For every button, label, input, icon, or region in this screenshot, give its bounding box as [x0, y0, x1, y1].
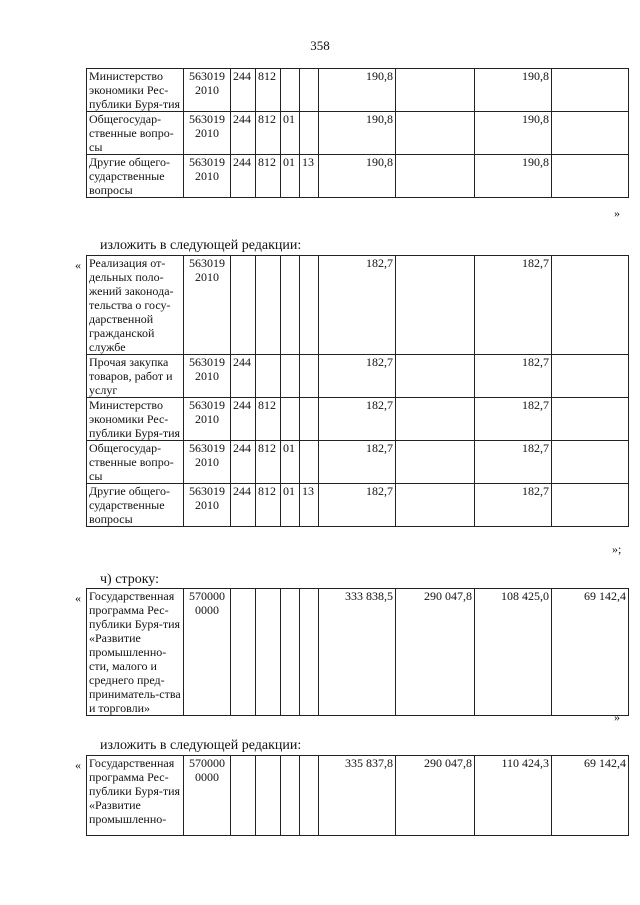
- amount-other-cell: [552, 256, 629, 355]
- amount-federal-cell: [396, 155, 475, 198]
- table-row: [87, 756, 629, 836]
- amount-republic-cell: 182,7: [475, 484, 552, 527]
- expense-type-cell: [231, 589, 256, 716]
- amount-total-cell: 182,7: [319, 256, 396, 355]
- closing-quote: »;: [612, 542, 622, 556]
- amount-republic-cell: 182,7: [475, 441, 552, 484]
- table-row: [87, 484, 629, 527]
- row-name-cell: Реализация от-дельных поло-жений законода-тельства о госу-дарственной гражданской службе: [87, 256, 184, 355]
- amount-total-cell: 182,7: [319, 441, 396, 484]
- amount-other-cell: [552, 112, 629, 155]
- expense-type-cell: 244: [231, 155, 256, 198]
- program-table-original: [86, 588, 629, 716]
- target-article-cell: 570000 0000: [184, 756, 231, 836]
- subsection-code-cell: 13: [300, 484, 319, 527]
- opening-quote: «: [75, 758, 81, 772]
- amount-federal-cell: [396, 398, 475, 441]
- amount-total-cell: 182,7: [319, 484, 396, 527]
- amount-republic-cell: 182,7: [475, 398, 552, 441]
- closing-quote: »: [614, 710, 620, 724]
- table-row: [87, 589, 629, 716]
- row-name-cell: Прочая закупка товаров, работ и услуг: [87, 355, 184, 398]
- amount-republic-cell: 108 425,0: [475, 589, 552, 716]
- section-code-cell: [281, 756, 300, 836]
- table-row: [87, 69, 629, 112]
- expense-type-cell: 244: [231, 69, 256, 112]
- amount-other-cell: [552, 441, 629, 484]
- amount-total-cell: 333 838,5: [319, 589, 396, 716]
- subsection-code-cell: [300, 355, 319, 398]
- amount-total-cell: 190,8: [319, 112, 396, 155]
- section-code-cell: [281, 589, 300, 716]
- ministry-code-cell: 812: [256, 155, 281, 198]
- row-name-cell: Другие общего-сударственные вопросы: [87, 155, 184, 198]
- table-row: [87, 112, 629, 155]
- amount-total-cell: 190,8: [319, 155, 396, 198]
- subsection-code-cell: [300, 112, 319, 155]
- ministry-code-cell: 812: [256, 441, 281, 484]
- target-article-cell: 570000 0000: [184, 589, 231, 716]
- section-code-cell: [281, 69, 300, 112]
- amount-total-cell: 182,7: [319, 355, 396, 398]
- section-code-cell: [281, 398, 300, 441]
- expense-type-cell: 244: [231, 112, 256, 155]
- amount-federal-cell: [396, 112, 475, 155]
- subsection-code-cell: [300, 256, 319, 355]
- target-article-cell: 563019 2010: [184, 256, 231, 355]
- table-row: [87, 441, 629, 484]
- amount-other-cell: [552, 398, 629, 441]
- subsection-code-cell: 13: [300, 155, 319, 198]
- amount-federal-cell: [396, 355, 475, 398]
- amount-federal-cell: [396, 256, 475, 355]
- amount-total-cell: 182,7: [319, 398, 396, 441]
- row-name-cell: Государственная программа Рес-публики Буря-тия «Развитие промышленно-: [87, 756, 184, 836]
- section-code-cell: [281, 256, 300, 355]
- page-number: 358: [310, 38, 330, 53]
- subsection-code-cell: [300, 589, 319, 716]
- budget-table-original: [86, 68, 629, 198]
- amendment-instruction: изложить в следующей редакции:: [100, 238, 302, 253]
- expense-type-cell: 244: [231, 441, 256, 484]
- amount-federal-cell: [396, 69, 475, 112]
- ministry-code-cell: [256, 355, 281, 398]
- amount-republic-cell: 182,7: [475, 256, 552, 355]
- row-name-cell: Государственная программа Рес-публики Буря-тия «Развитие промышленно-сти, малого и среднего пред-приниматель-ства и торговли»: [87, 589, 184, 716]
- budget-table-revised: [86, 255, 629, 527]
- target-article-cell: 563019 2010: [184, 441, 231, 484]
- program-table-revised: [86, 755, 629, 836]
- opening-quote: «: [75, 591, 81, 605]
- expense-type-cell: [231, 256, 256, 355]
- amount-other-cell: [552, 155, 629, 198]
- target-article-cell: 563019 2010: [184, 484, 231, 527]
- amount-republic-cell: 190,8: [475, 112, 552, 155]
- subsection-code-cell: [300, 398, 319, 441]
- ministry-code-cell: [256, 756, 281, 836]
- table-row: [87, 256, 629, 355]
- amount-federal-cell: [396, 484, 475, 527]
- amount-republic-cell: 190,8: [475, 155, 552, 198]
- subsection-code-cell: [300, 441, 319, 484]
- row-name-cell: Министерство экономики Рес-публики Буря-тия: [87, 398, 184, 441]
- ministry-code-cell: 812: [256, 398, 281, 441]
- ministry-code-cell: 812: [256, 484, 281, 527]
- ministry-code-cell: [256, 589, 281, 716]
- amount-federal-cell: 290 047,8: [396, 756, 475, 836]
- amount-other-cell: 69 142,4: [552, 589, 629, 716]
- expense-type-cell: 244: [231, 484, 256, 527]
- row-name-cell: Общегосудар-ственные вопро-сы: [87, 441, 184, 484]
- table-row: [87, 398, 629, 441]
- section-code-cell: 01: [281, 112, 300, 155]
- ministry-code-cell: [256, 256, 281, 355]
- subsection-code-cell: [300, 756, 319, 836]
- amount-republic-cell: 190,8: [475, 69, 552, 112]
- table-row: [87, 155, 629, 198]
- amendment-instruction: изложить в следующей редакции:: [100, 738, 302, 753]
- section-code-cell: 01: [281, 155, 300, 198]
- amount-federal-cell: 290 047,8: [396, 589, 475, 716]
- amount-federal-cell: [396, 441, 475, 484]
- ministry-code-cell: 812: [256, 112, 281, 155]
- expense-type-cell: [231, 756, 256, 836]
- row-name-cell: Другие общего-сударственные вопросы: [87, 484, 184, 527]
- amount-other-cell: [552, 355, 629, 398]
- target-article-cell: 563019 2010: [184, 155, 231, 198]
- closing-quote: »: [614, 206, 620, 220]
- amount-other-cell: [552, 69, 629, 112]
- target-article-cell: 563019 2010: [184, 355, 231, 398]
- target-article-cell: 563019 2010: [184, 112, 231, 155]
- amount-republic-cell: 182,7: [475, 355, 552, 398]
- opening-quote: «: [75, 258, 81, 272]
- section-heading: ч) строку:: [100, 572, 160, 587]
- expense-type-cell: 244: [231, 355, 256, 398]
- amount-other-cell: [552, 484, 629, 527]
- amount-total-cell: 335 837,8: [319, 756, 396, 836]
- target-article-cell: 563019 2010: [184, 69, 231, 112]
- section-code-cell: 01: [281, 441, 300, 484]
- subsection-code-cell: [300, 69, 319, 112]
- row-name-cell: Министерство экономики Рес-публики Буря-тия: [87, 69, 184, 112]
- row-name-cell: Общегосудар-ственные вопро-сы: [87, 112, 184, 155]
- table-row: [87, 355, 629, 398]
- amount-other-cell: 69 142,4: [552, 756, 629, 836]
- ministry-code-cell: 812: [256, 69, 281, 112]
- amount-republic-cell: 110 424,3: [475, 756, 552, 836]
- section-code-cell: [281, 355, 300, 398]
- amount-total-cell: 190,8: [319, 69, 396, 112]
- section-code-cell: 01: [281, 484, 300, 527]
- expense-type-cell: 244: [231, 398, 256, 441]
- target-article-cell: 563019 2010: [184, 398, 231, 441]
